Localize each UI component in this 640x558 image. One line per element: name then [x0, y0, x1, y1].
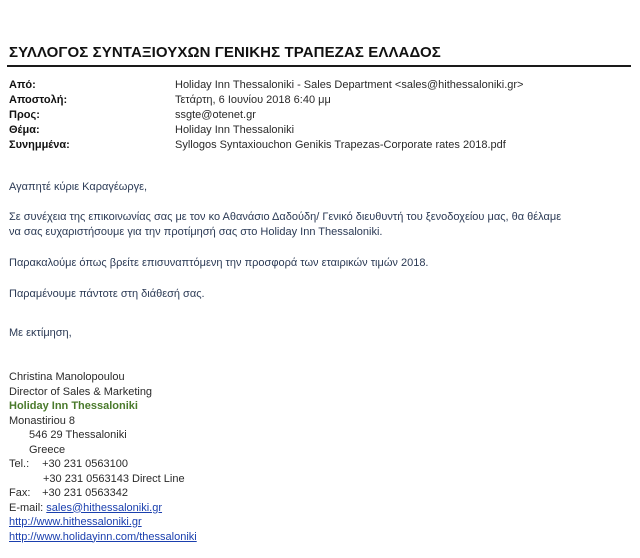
signature-direct-line: +30 231 0563143 Direct Line	[43, 472, 185, 485]
sent-label: Αποστολή:	[9, 94, 68, 106]
signature-name: Christina Manolopoulou	[9, 371, 125, 383]
signature-company: Holiday Inn Thessaloniki	[9, 400, 138, 412]
signature-email	[9, 501, 197, 516]
signature-website2	[9, 530, 197, 545]
from-label: Από:	[9, 79, 36, 91]
signature-website1	[9, 515, 197, 530]
email-link[interactable]: sales@hithessaloniki.gr	[46, 501, 163, 514]
signature-city: 546 29 Thessaloniki	[29, 429, 127, 441]
subject-value: Holiday Inn Thessaloniki	[175, 124, 295, 136]
website-link-hithessaloniki[interactable]: http://www.hithessaloniki.gr	[9, 516, 142, 528]
intro-paragraph: Σε συνέχεια της επικοινωνίας σας με τον κο Αθανάσιο Δαδούδη/ Γενικό διευθυντή του ξενοδοχείου μας, θα θέλαμε να σας ευχαριστήσουμε για την προτίμησή σας στο Holiday Inn Thessaloniki.	[9, 211, 562, 238]
subject-label: Θέμα:	[9, 124, 40, 136]
fax-label: Fax:	[9, 487, 31, 499]
tel-value: +30 231 0563100	[42, 458, 129, 470]
title-divider	[7, 65, 631, 67]
signature-country: Greece	[29, 443, 66, 456]
attachment-note: Παρακαλούμε όπως βρείτε επισυναπτόμενη την προσφορά των εταιρικών τιμών 2018.	[9, 257, 429, 269]
to-value: ssgte@otenet.gr	[175, 109, 256, 121]
greeting: Αγαπητέ κύριε Καραγέωργε,	[9, 181, 148, 193]
organization-title: ΣΥΛΛΟΓΟΣ ΣΥΝΤΑΞΙΟΥΧΩΝ ΓΕΝΙΚΗΣ ΤΡΑΠΕΖΑΣ ΕΛΛΑΔΟΣ	[9, 44, 441, 61]
signature-title: Director of Sales & Marketing	[9, 385, 153, 398]
email-label: E-mail:	[9, 501, 44, 514]
availability-note: Παραμένουμε πάντοτε στη διάθεσή σας.	[9, 288, 205, 300]
signature-street: Monastiriou 8	[9, 414, 76, 427]
signature-tel	[9, 457, 197, 472]
sent-value: Τετάρτη, 6 Ιουνίου 2018 6:40 μμ	[175, 94, 331, 106]
to-label: Προς:	[9, 109, 40, 121]
website-link-holidayinn[interactable]: http://www.holidayinn.com/thessaloniki	[9, 530, 197, 543]
attachments-value: Syllogos Syntaxiouchon Genikis Trapezas-Corporate rates 2018.pdf	[175, 139, 506, 151]
regards: Με εκτίμηση,	[9, 327, 72, 339]
fax-value: +30 231 0563342	[42, 487, 129, 499]
signature-block	[9, 370, 197, 544]
attachments-label: Συνημμένα:	[9, 139, 70, 151]
tel-label: Tel.:	[9, 458, 30, 470]
from-value: Holiday Inn Thessaloniki - Sales Department <sales@hithessaloniki.gr>	[175, 79, 524, 91]
signature-fax	[9, 486, 197, 501]
